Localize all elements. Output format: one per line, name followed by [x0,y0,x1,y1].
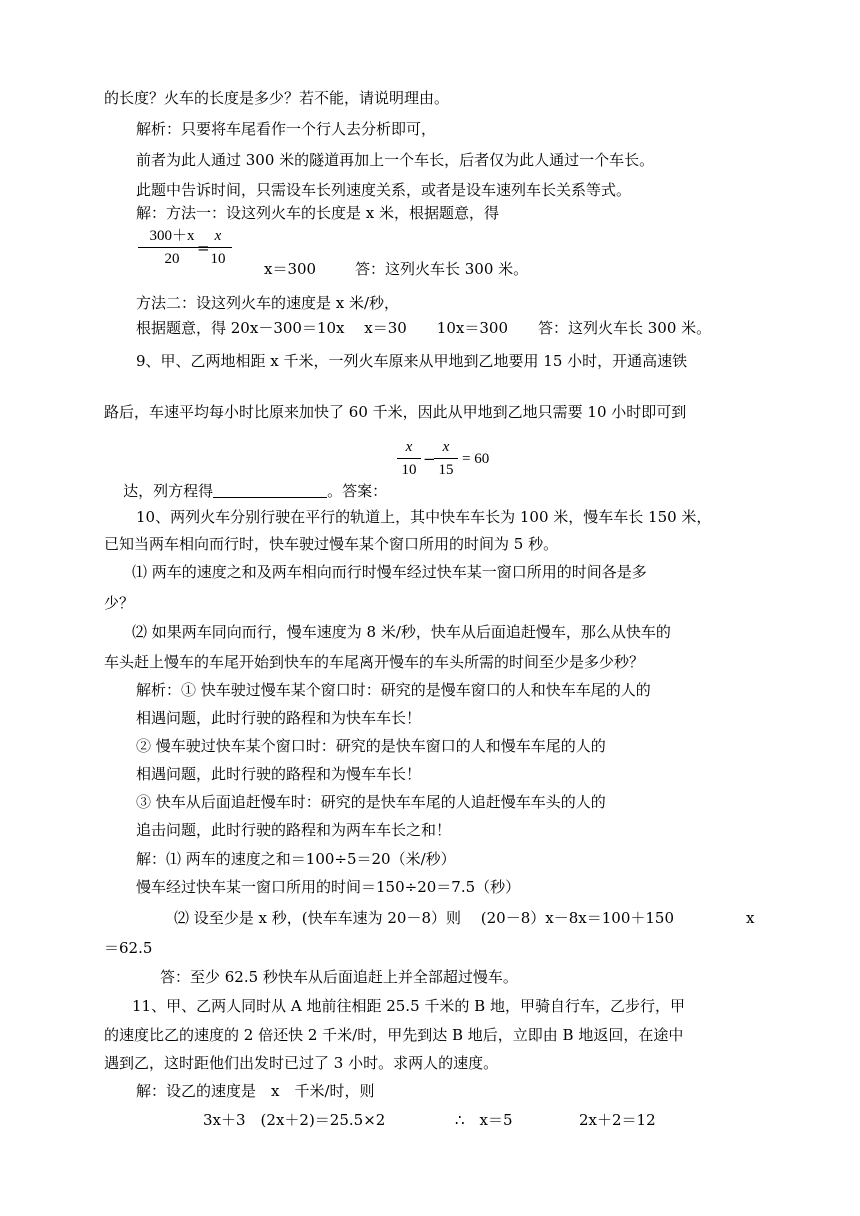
text-line: 答：这列火车长 300 米。 [355,260,529,278]
fraction-term-1 [397,437,421,480]
fraction-denominator: 20 [164,251,180,267]
question-prefix: 达，列方程得 [123,482,214,500]
text-line: 解：方法一：设这列火车的长度是 x 米，根据题意，得 [136,204,499,222]
text-line: 路后，车速平均每小时比原来加快了 60 千米，因此从甲地到乙地只需要 10 小时即可到 [104,403,687,421]
text-line: 车头赶上慢车的车尾开始到快车的车尾离开慢车的车头所需的时间至少是多少秒？ [104,653,645,671]
text-line: ∴ x＝5 [455,1111,513,1129]
fraction-denominator: 10 [210,251,226,267]
text-line: ③ 快车从后面追赶慢车时：研究的是快车车尾的人追赶慢车车头的人的 [136,793,606,811]
text-line: ② 慢车驶过快车某个窗口时：研究的是快车窗口的人和慢车车尾的人的 [136,737,606,755]
answer-blank [213,483,327,498]
fraction-bar [138,247,206,248]
text-line: 的长度？火车的长度是多少？若不能，请说明理由。 [104,89,450,107]
fraction-rhs [204,226,232,269]
fraction-lhs [138,226,206,269]
fraction-term-2 [434,437,458,480]
equals-sign: = [197,239,210,257]
text-line: ＝62.5 [104,939,153,957]
text-line: 10、两列火车分别行驶在平行的轨道上，其中快车车长为 100 米，慢车车长 150 米， [136,508,712,526]
text-line: 遇到乙，这时距他们出发时已过了 3 小时。求两人的速度。 [104,1054,499,1072]
text-line: 的速度比乙的速度的 2 倍还快 2 千米/时，甲先到达 B 地后，立即由 B 地返回，在途中 [104,1026,684,1044]
fraction-bar [204,247,232,248]
text-line: 解：设乙的速度是 x 千米/时，则 [136,1082,375,1100]
text-line: ⑵ 设至少是 x 秒，(快车车速为 20－8）则 (20－8）x－8x＝100＋150 [174,909,674,927]
text-line: 方法二：设这列火车的速度是 x 米/秒， [136,294,400,312]
fraction-numerator: x [214,228,222,244]
answer-label: 。答案： [327,482,388,500]
fraction-numerator: x [405,439,413,455]
text-line: 相遇问题，此时行驶的路程和为慢车车长！ [136,765,422,783]
text-line: x [746,909,755,927]
text-line: 11、甲、乙两人同时从 A 地前往相距 25.5 千米的 B 地，甲骑自行车，乙步行，甲 [132,997,685,1015]
equation-rhs: = 60 [462,451,490,467]
text-line: x＝300 [264,260,317,278]
text-line: 解析：① 快车驶过慢车某个窗口时：研究的是慢车窗口的人和快车车尾的人的 [136,681,651,699]
fraction-denominator: 10 [401,462,417,478]
text-line: 此题中告诉时间，只需设车长列速度关系，或者是设车速列车长关系等式。 [136,181,632,199]
text-line: 追击问题，此时行驶的路程和为两车车长之和！ [136,821,452,839]
text-line: 慢车经过快车某一窗口所用的时间＝150÷20＝7.5（秒） [136,878,521,896]
text-line: 答：至少 62.5 秒快车从后面追赶上并全部超过慢车。 [160,968,518,986]
text-line: 3x＋3 (2x＋2)＝25.5×2 [203,1111,386,1129]
fraction-bar [397,458,421,459]
text-line: ⑴ 两车的速度之和及两车相向而行时慢车经过快车某一窗口所用的时间各是多 [132,563,647,581]
fraction-numerator: x [442,439,450,455]
text-line: ⑵ 如果两车同向而行，慢车速度为 8 米/秒，快车从后面追赶慢车，那么从快车的 [132,623,671,641]
text-line: 2x＋2＝12 [579,1111,656,1129]
text-line: 少？ [104,594,135,612]
fraction-bar [434,458,458,459]
text-line: 9、甲、乙两地相距 x 千米，一列火车原来从甲地到乙地要用 15 小时，开通高速铁 [136,352,688,370]
text-line: 解：⑴ 两车的速度之和＝100÷5＝20（米/秒） [136,850,456,868]
text-line: 前者为此人通过 300 米的隧道再加上一个车长，后者仅为此人通过一个车长。 [136,151,655,169]
minus-sign: − [423,450,436,468]
text-line: 相遇问题，此时行驶的路程和为快车车长！ [136,709,422,727]
fraction-numerator: 300＋x [149,228,195,244]
text-line: 已知当两车相向而行时，快车驶过慢车某个窗口所用的时间为 5 秒。 [104,535,559,553]
fraction-denominator: 15 [438,462,454,478]
text-line: 根据题意，得 20x－300＝10x x＝30 10x＝300 答：这列火车长 300 米。 [136,319,712,337]
text-line: 解析：只要将车尾看作一个行人去分析即可， [136,120,437,138]
